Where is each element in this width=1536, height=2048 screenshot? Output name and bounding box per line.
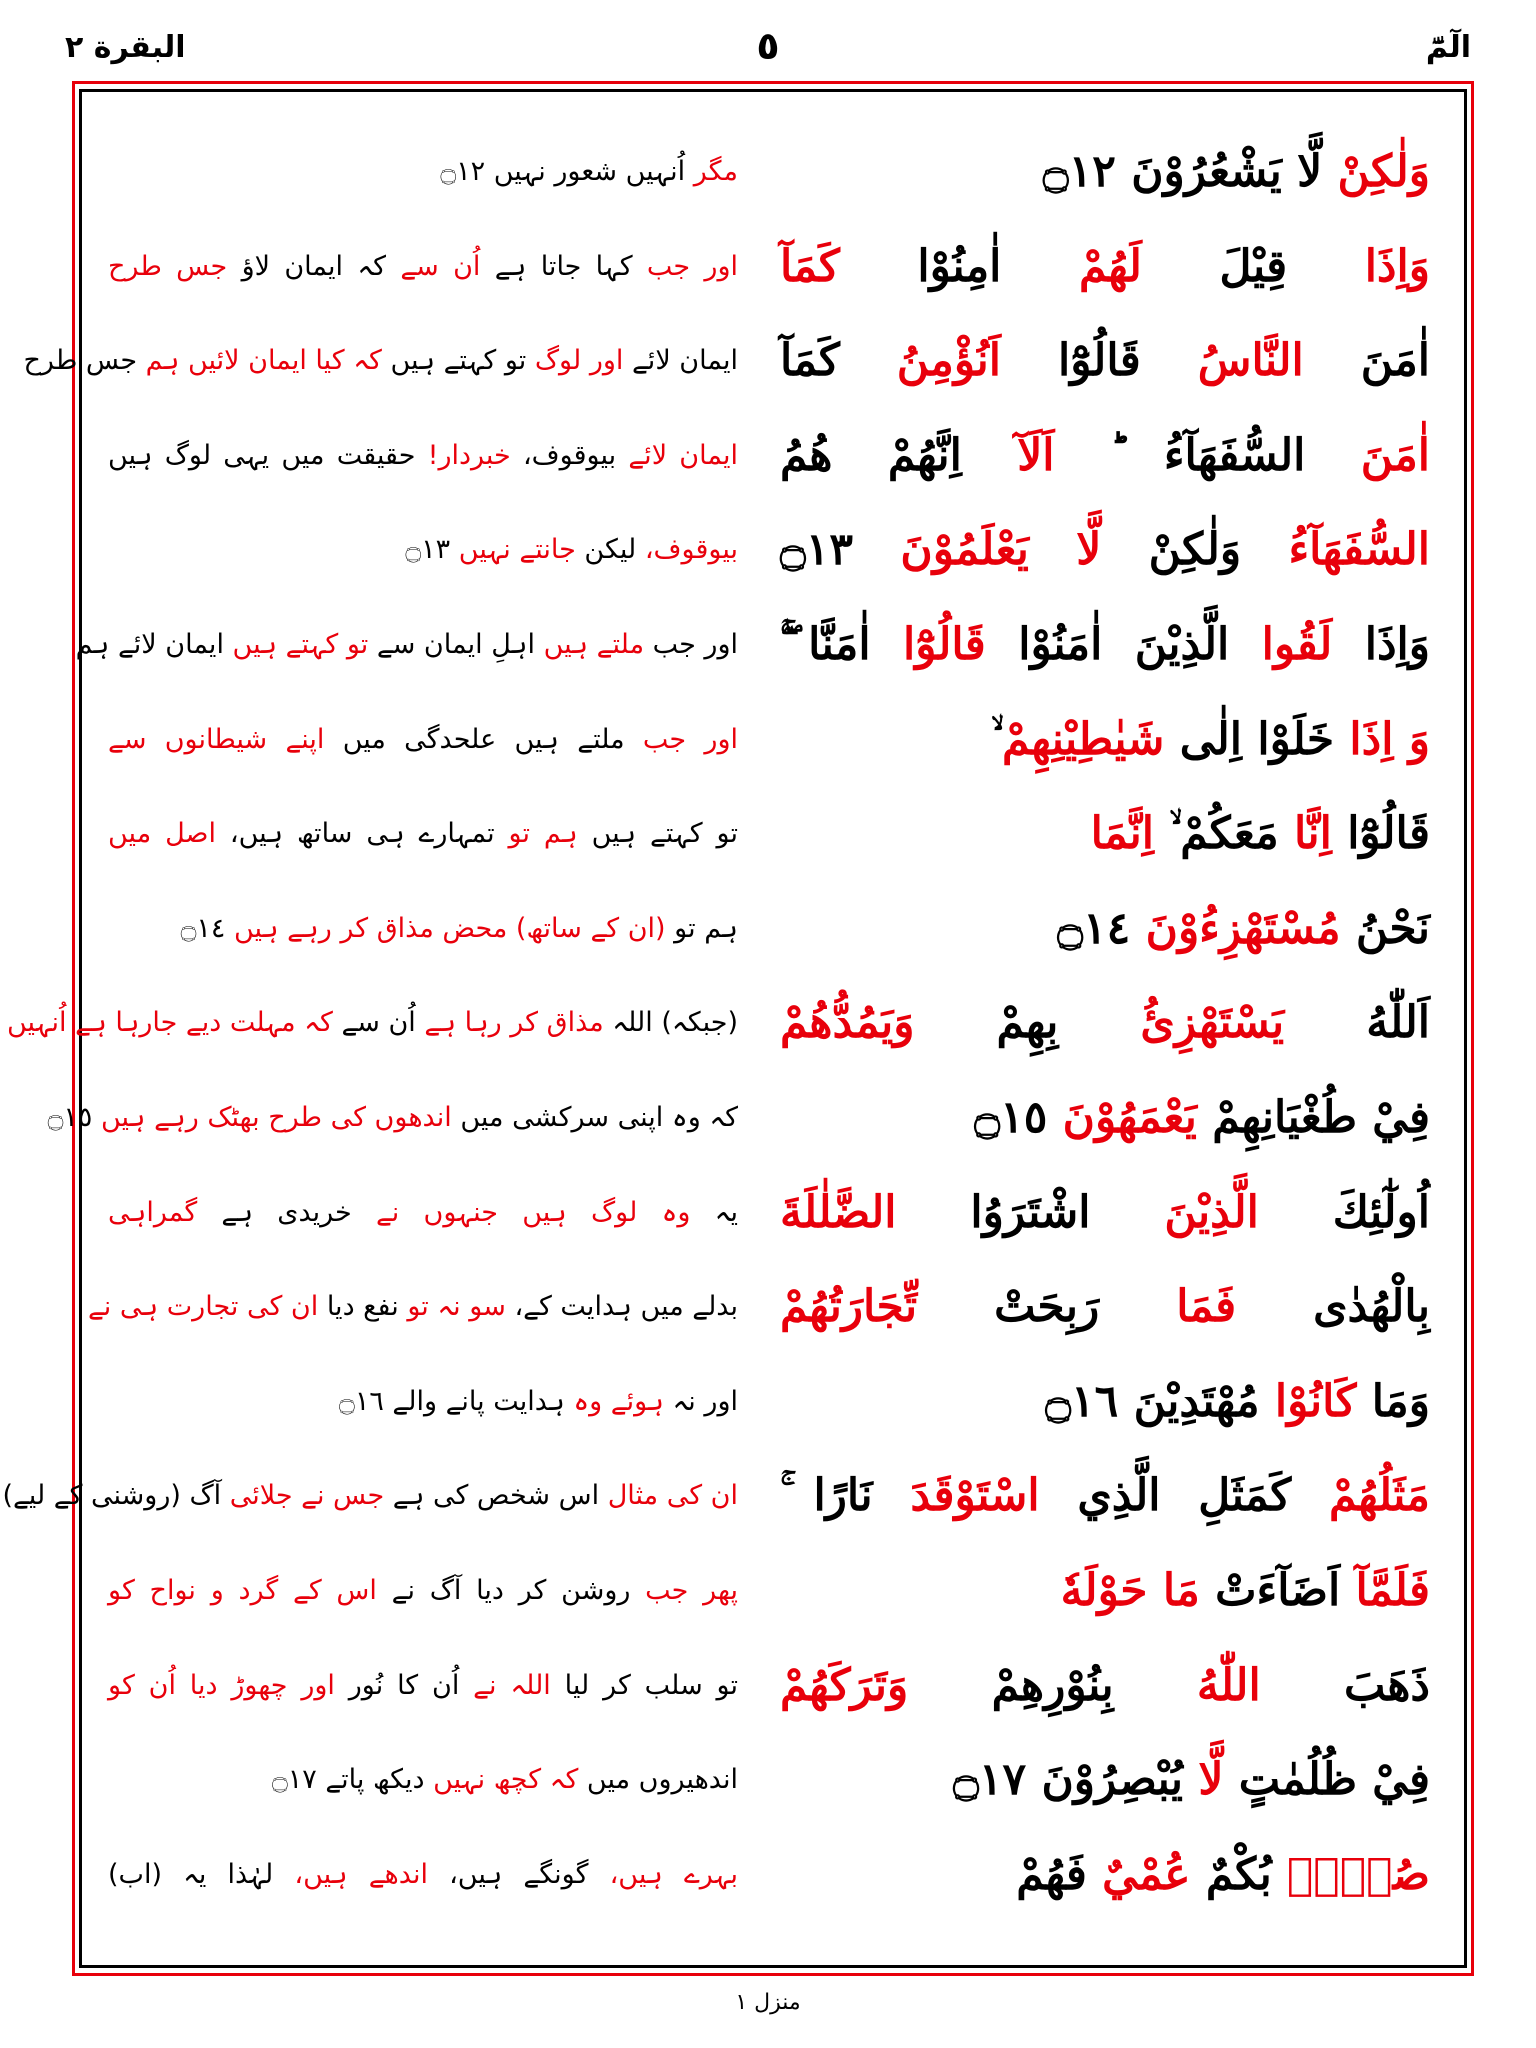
arabic-verse-line-segment: تِّجَارَتُهُمْ [780, 1281, 918, 1333]
arabic-verse-line-segment: قَالُوْٓا [903, 618, 986, 670]
juz-name: الٓمّٓ [1425, 30, 1471, 65]
urdu-translation-line [108, 1181, 738, 1276]
urdu-translation-line [87, 1275, 738, 1370]
arabic-verse-line-segment: عُمْيٌ [1102, 1848, 1191, 1900]
urdu-translation-line-segment: اور جب [644, 628, 738, 660]
urdu-translation-line-segment: ہوئے وہ [573, 1385, 664, 1417]
urdu-translation-line-segment: پھر جب [645, 1574, 738, 1606]
arabic-verse-line-segment: اللّٰهُ [1196, 1659, 1261, 1711]
arabic-verse-line [780, 1843, 1430, 1938]
urdu-translation-line-segment: اصل میں [108, 818, 216, 850]
arabic-verse-line-segment: قَالُوْٓا [1331, 808, 1430, 860]
urdu-translation-line-segment: کہ مہلت دیے جارہا ہے اُنہیں [7, 1007, 333, 1039]
arabic-verse-line [780, 1748, 1430, 1843]
urdu-translation-line [75, 613, 738, 708]
urdu-translation-line-segment: ان کی مثال [607, 1480, 738, 1512]
urdu-translation-line-segment: گونگے ہیں، [427, 1858, 610, 1890]
arabic-verse-line-segment: رَبِحَتْ [917, 1281, 1177, 1333]
arabic-verse-line-segment: كَانُوْا [1274, 1375, 1357, 1427]
arabic-verse-line-segment: الَّذِيْنَ اٰمَنُوْا [985, 618, 1262, 670]
urdu-translation-line-segment: لہٰذا یہ (اب) [108, 1858, 295, 1890]
urdu-translation-line-segment: بہرے ہیں، [609, 1858, 738, 1890]
arabic-verse-line-segment: بِالْهُدٰى [1236, 1281, 1430, 1333]
arabic-verse-line-segment: لَهُمْ [1078, 240, 1142, 292]
arabic-verse-line-segment: مُهْتَدِيْنَ ۝١٦ [1045, 1375, 1275, 1427]
urdu-translation-line-segment: کہ ایمان لاؤ [227, 250, 401, 282]
arabic-verse-line-segment: مَا حَوْلَهٗ [1060, 1564, 1200, 1616]
urdu-translation-line-segment: بیوقوف، [510, 439, 629, 471]
arabic-verse-line [780, 1370, 1430, 1465]
arabic-verse-line [780, 1559, 1430, 1654]
arabic-verse-line-segment: اَنُؤْمِنُ [896, 335, 1002, 387]
urdu-translation-line [108, 1654, 738, 1749]
urdu-translation-line [108, 1748, 738, 1843]
urdu-translation-line [2, 1464, 738, 1559]
urdu-translation-line-segment: اندھوں کی طرح بھٹک رہے ہیں [100, 1101, 452, 1133]
urdu-translation-line-segment: مذاق کر رہا ہے [424, 1007, 604, 1039]
arabic-verse-line-segment: لَّا يَعْلَمُوْنَ [900, 524, 1102, 576]
urdu-translation-line-segment: بدلے میں ہدایت کے، [505, 1291, 738, 1323]
arabic-verse-line-segment: فِيْ طُغْيَانِهِمْ [1196, 1091, 1430, 1143]
arabic-verse-line-segment: يَعْمَهُوْنَ [1062, 1091, 1197, 1143]
arabic-verse-line-segment: نَارًا ۚ [780, 1470, 911, 1522]
arabic-verse-line [780, 897, 1430, 992]
urdu-translation-line [7, 991, 738, 1086]
urdu-translation-line-segment: ۝١٣ [405, 534, 459, 566]
arabic-verse-line-segment: كَمَثَلِ الَّذِي [1039, 1470, 1330, 1522]
urdu-translation-line-segment: جس نے جلائی [229, 1480, 385, 1512]
arabic-verse-line-segment: وَتَرَكَهُمْ [780, 1659, 909, 1711]
arabic-verse-line-segment: اَضَآءَتْ [1199, 1564, 1356, 1616]
arabic-verse-line-segment: اٰمَنَّا ۚۖ [780, 618, 904, 670]
urdu-translation-line-segment: کہ وہ اپنی سرکشی میں [451, 1101, 738, 1133]
arabic-verse-line-segment: مَثَلُهُمْ [1329, 1470, 1430, 1522]
arabic-verse-line-segment: وَاِذَا [1364, 240, 1430, 292]
arabic-verse-line-segment: يَسْتَهْزِئُ [1140, 997, 1285, 1049]
urdu-translation-line-segment: تو کہتے ہیں [232, 628, 369, 660]
arabic-verse-line [780, 1275, 1430, 1370]
urdu-translation-line-segment: یہ [690, 1196, 738, 1228]
arabic-verse-line-segment: بِنُوْرِهِمْ [908, 1659, 1197, 1711]
arabic-verse-line [780, 1654, 1430, 1749]
arabic-verse-line-segment: اٰمِنُوْا [839, 240, 1079, 292]
arabic-verse-line [780, 1086, 1430, 1181]
urdu-translation-line-segment: تو کہتے ہیں [577, 818, 739, 850]
urdu-translation-line-segment: ملتے ہیں علحدگی میں [324, 723, 643, 755]
urdu-translation-column [2, 140, 739, 1937]
arabic-verse-line-segment: وَاِذَا [1332, 618, 1431, 670]
urdu-translation-line-segment: ایمان لائے [628, 439, 738, 471]
arabic-verse-line-segment: ۝١٤ [1057, 902, 1146, 954]
urdu-translation-line-segment: کہ کیا ایمان لائیں ہم [145, 345, 382, 377]
arabic-verse-line [780, 1181, 1430, 1276]
arabic-verse-line-segment: مُسْتَهْزِءُوْنَ [1145, 902, 1341, 954]
arabic-verse-line-segment: شَيٰطِيْنِهِمْ [1002, 713, 1165, 765]
urdu-translation-line-segment: اور نہ [663, 1385, 738, 1417]
arabic-verse-line-segment: الَّذِيْنَ [1164, 1186, 1259, 1238]
arabic-verse-line-segment: ۝١٥ [974, 1091, 1063, 1143]
urdu-translation-line [108, 1843, 738, 1938]
urdu-translation-line-segment: (جبکہ) اللہ [603, 1007, 738, 1039]
urdu-translation-line-segment: اُن سے [332, 1007, 425, 1039]
arabic-verse-line-segment: بِهِمْ [914, 997, 1141, 1049]
arabic-verse-line-segment: صُمٌّۢ [1287, 1848, 1430, 1900]
urdu-translation-line-segment: ایمان لائے ہم [75, 628, 233, 660]
urdu-translation-line-segment: اپنے شیطانوں سے [108, 723, 325, 755]
urdu-translation-line [108, 708, 738, 803]
urdu-translation-line-segment: ایمان لائے [623, 345, 738, 377]
urdu-translation-line-segment: اندھے ہیں، [294, 1858, 428, 1890]
arabic-verse-line [780, 140, 1430, 235]
urdu-translation-line-segment: روشن کر دیا آگ نے [376, 1574, 646, 1606]
urdu-translation-line-segment: اور لوگ [534, 345, 624, 377]
urdu-translation-line-segment: تو کہتے ہیں [381, 345, 535, 377]
urdu-translation-line-segment: کہ کچھ نہیں [433, 1764, 579, 1796]
manzil-footer: منزل ١ [735, 1990, 801, 2015]
urdu-translation-line-segment: تمہارے ہی ساتھ ہیں، [215, 818, 509, 850]
arabic-verse-line-segment: اَلَآ [1017, 429, 1055, 481]
urdu-translation-line-segment: اللہ نے [473, 1669, 551, 1701]
urdu-translation-line-segment: جانتے نہیں [458, 534, 576, 566]
arabic-verse-line-segment: ذَهَبَ [1260, 1659, 1430, 1711]
urdu-translation-line-segment: سو نہ تو [407, 1291, 506, 1323]
urdu-translation-line-segment: حقیقت میں یہی لوگ ہیں [108, 439, 428, 471]
arabic-verse-line-segment: نَحْنُ [1340, 902, 1430, 954]
arabic-verse-line-segment: اِنَّمَا [1090, 808, 1154, 860]
urdu-translation-line-segment: کہا جاتا ہے [480, 250, 647, 282]
urdu-translation-line [108, 1370, 738, 1465]
urdu-translation-line [108, 897, 738, 992]
urdu-translation-line-segment: اُن کا نُور [334, 1669, 474, 1701]
urdu-translation-line-segment: جس طرح [108, 250, 228, 282]
arabic-verse-line-segment: السُّفَهَآءُ ؕ [1054, 429, 1361, 481]
arabic-verse-line [780, 235, 1430, 330]
urdu-translation-line-segment: اور جب [646, 250, 739, 282]
urdu-translation-line-segment: ملتے ہیں [543, 628, 645, 660]
urdu-translation-line-segment: وہ لوگ ہیں جنہوں نے [375, 1196, 691, 1228]
urdu-translation-line [108, 1559, 738, 1654]
urdu-translation-line-segment: ہم تو [508, 818, 578, 850]
arabic-verse-line-segment: وَمَا [1356, 1375, 1430, 1427]
urdu-translation-line-segment: اُن سے [400, 250, 481, 282]
arabic-verse-line-segment: بُكْمٌ [1190, 1848, 1288, 1900]
urdu-translation-line-segment: اس کے گرد و نواح کو [108, 1574, 377, 1606]
arabic-verse-line [780, 1464, 1430, 1559]
urdu-translation-line-segment: خبردار! [427, 439, 511, 471]
urdu-translation-line-segment: اور چھوڑ دیا اُن کو [108, 1669, 335, 1701]
arabic-verse-line-segment: وَيَمُدُّهُمْ [780, 997, 915, 1049]
urdu-translation-line-segment: اس شخص کی ہے [384, 1480, 608, 1512]
arabic-verse-line-segment: لَقُوا [1261, 618, 1333, 670]
arabic-verse-line-segment: يُبْصِرُوْنَ ۝١٧ [953, 1754, 1199, 1806]
urdu-translation-line-segment: خریدی ہے [197, 1196, 376, 1228]
urdu-translation-line-segment: اور جب [642, 723, 738, 755]
arabic-verse-line-segment: وَلٰكِنْ [1101, 524, 1289, 576]
arabic-verse-line-segment: فِيْ ظُلُمٰتٍ [1223, 1754, 1430, 1806]
arabic-verse-line [780, 991, 1430, 1086]
arabic-verse-line-segment: اٰمَنَ [1360, 429, 1430, 481]
arabic-verse-line-segment: اِنَّا [1293, 808, 1332, 860]
urdu-translation-line-segment: ان کی تجارت ہی نے [87, 1291, 319, 1323]
urdu-translation-line-segment: ۝١٤ [180, 912, 234, 944]
urdu-translation-line [23, 329, 738, 424]
urdu-translation-line-segment: ہدایت پانے والے ۝١٦ [339, 1385, 574, 1417]
urdu-translation-line-segment: ہم تو [665, 912, 738, 944]
arabic-verse-line-segment: اُولٰٓئِكَ [1258, 1186, 1430, 1238]
arabic-verse-line-segment: الضَّلٰلَةَ [780, 1186, 897, 1238]
arabic-verse-line-segment: مَعَكُمْ ۙ [1153, 808, 1294, 860]
arabic-verse-line-segment: لَّا [1198, 1754, 1224, 1806]
urdu-translation-line-segment: بیوقوف، [644, 534, 738, 566]
urdu-translation-line-segment: گمراہی [108, 1196, 198, 1228]
arabic-verse-line-segment: السُّفَهَآءُ [1288, 524, 1430, 576]
surah-name: البقرة ٢ [65, 30, 186, 65]
arabic-verse-line [780, 613, 1430, 708]
arabic-verse-line-segment: ۝١٣ [780, 524, 901, 576]
arabic-verse-line-segment: فَمَا [1176, 1281, 1237, 1333]
urdu-translation-line-segment: ۝١٥ [47, 1101, 101, 1133]
arabic-verse-line-segment: اَللّٰهُ [1284, 997, 1430, 1049]
arabic-verse-line [780, 518, 1430, 613]
arabic-verse-line-segment: كَمَآ [780, 335, 897, 387]
arabic-text-column [780, 140, 1430, 1937]
urdu-translation-line-segment: اُنہیں شعور نہیں ۝١٢ [440, 156, 694, 187]
arabic-verse-line [780, 802, 1430, 897]
urdu-translation-line [108, 802, 738, 897]
arabic-verse-line [780, 708, 1430, 803]
urdu-translation-line-segment: آگ (روشنی کے لیے) [2, 1480, 230, 1512]
urdu-translation-line-segment: لیکن [575, 534, 645, 566]
urdu-translation-line-segment: مگر [693, 156, 738, 187]
urdu-translation-line [108, 518, 738, 613]
arabic-verse-line-segment: قَالُوْٓا [1001, 335, 1198, 387]
urdu-translation-line-segment: اندھیروں میں [578, 1764, 738, 1796]
arabic-verse-line-segment: خَلَوْا اِلٰى [1164, 713, 1350, 765]
arabic-verse-line-segment: ۙ [991, 713, 1003, 765]
urdu-translation-line [47, 1086, 738, 1181]
urdu-translation-line-segment: جس طرح [23, 345, 146, 377]
arabic-verse-line-segment: وَ اِذَا [1349, 713, 1430, 765]
arabic-verse-line-segment: قِيْلَ [1141, 240, 1365, 292]
arabic-verse-line-segment: فَلَمَّآ [1355, 1564, 1430, 1616]
arabic-verse-line-segment: لَّا يَشْعُرُوْنَ ۝١٢ [1042, 146, 1338, 197]
urdu-translation-line [108, 424, 738, 519]
arabic-verse-line-segment: النَّاسُ [1197, 335, 1304, 387]
arabic-verse-line-segment: اشْتَرَوُا [896, 1186, 1165, 1238]
urdu-translation-line-segment: تو سلب کر لیا [550, 1669, 739, 1701]
arabic-verse-line-segment: فَهُمْ [1016, 1848, 1103, 1900]
urdu-translation-line [108, 235, 738, 330]
arabic-verse-line-segment: وَلٰكِنْ [1337, 146, 1430, 197]
arabic-verse-line-segment: اسْتَوْقَدَ [910, 1470, 1040, 1522]
arabic-verse-line-segment: اِنَّهُمْ هُمُ [780, 429, 1018, 481]
urdu-translation-line-segment: اہلِ ایمان سے [368, 628, 544, 660]
arabic-verse-line [780, 329, 1430, 424]
arabic-verse-line-segment: اٰمَنَ [1303, 335, 1431, 387]
page-number: ٥ [756, 24, 780, 68]
urdu-translation-line-segment: نفع دیا [318, 1291, 408, 1323]
urdu-translation-line-segment: دیکھ پاتے ۝١٧ [271, 1764, 434, 1796]
urdu-translation-line [108, 140, 738, 235]
urdu-translation-line-segment: (ان کے ساتھ) محض مذاق کر رہے ہیں [234, 912, 666, 944]
arabic-verse-line-segment: كَمَآ [780, 240, 840, 292]
arabic-verse-line [780, 424, 1430, 519]
